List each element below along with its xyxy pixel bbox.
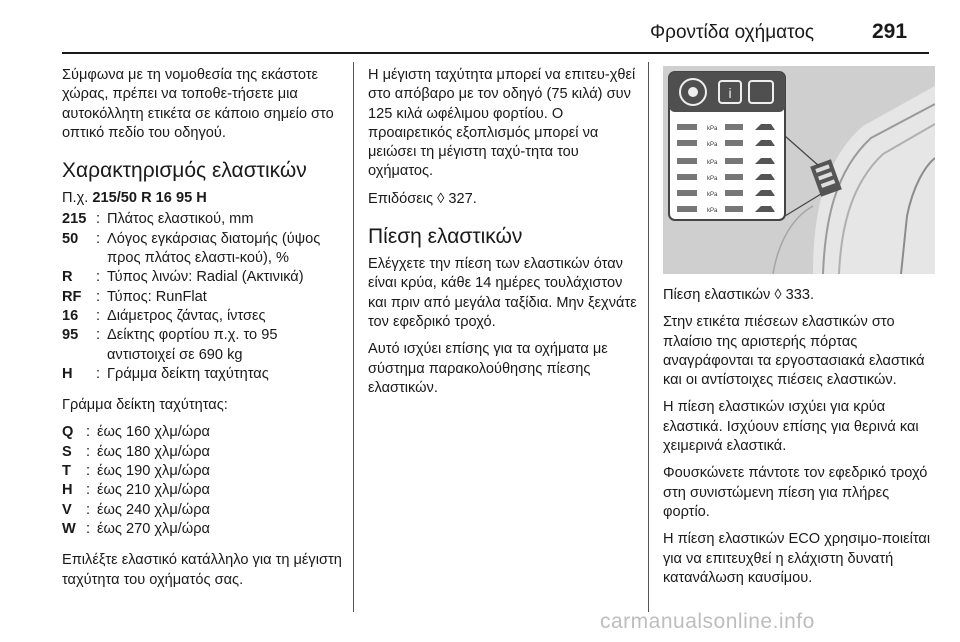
section-heading-tyre-designation: Χαρακτηρισμός ελαστικών (62, 159, 307, 183)
speed-index-row-key: W (62, 520, 76, 537)
tyre-code-row-key: R (62, 269, 73, 286)
page-number: 291 (872, 20, 908, 43)
tyre-code-row-sep: : (96, 288, 101, 305)
speed-index-row (62, 520, 210, 539)
speed-index-row (62, 443, 210, 462)
speed-index-row (62, 423, 210, 442)
tyre-code-row (62, 230, 344, 269)
svg-text:kPa: kPa (707, 192, 718, 198)
tyre-code-row-value: Διάμετρος ζάντας, ίντσες (107, 307, 266, 324)
column-divider-2 (648, 62, 649, 612)
speed-index-row-sep: : (86, 501, 91, 518)
tyre-code-row (62, 365, 344, 384)
tyre-code-row (62, 288, 344, 307)
example-code: 215/50 R 16 95 H (92, 190, 207, 207)
monitoring-paragraph: Αυτό ισχύει επίσης για τα οχήματα με σύστημα παρακολούθησης πίεσης ελαστικών. (368, 341, 608, 396)
tyre-code-row-value: Πλάτος ελαστικού, mm (107, 211, 254, 228)
tyre-code-row (62, 210, 344, 229)
tyre-code-row-key: H (62, 365, 73, 382)
section-heading-tyre-pressure: Πίεση ελαστικών (368, 225, 523, 249)
svg-text:kPa: kPa (707, 160, 718, 166)
speed-index-row (62, 501, 210, 520)
tyre-code-row-value: Τύπος: RunFlat (107, 288, 207, 305)
magnified-pressure-label (669, 72, 785, 220)
header-rule (62, 52, 929, 54)
tyre-code-row-sep: : (96, 365, 101, 382)
speed-index-row (62, 481, 210, 500)
tyre-code-row-value: Τύπος λινών: Radial (Ακτινικά) (107, 269, 304, 286)
cold-tyre-paragraph: Η πίεση ελαστικών ισχύει για κρύα ελαστικά. Ισχύουν επίσης για θερινά και χειμερινά ελαστικά. (663, 399, 919, 455)
tyre-code-row-key: 16 (62, 307, 79, 324)
speed-index-intro: Γράμμα δείκτη ταχύτητας: (62, 397, 228, 414)
column-1 (62, 66, 344, 598)
tyre-code-row-value: Γράμμα δείκτη ταχύτητας (107, 365, 269, 382)
spare-wheel-paragraph: Φουσκώνετε πάντοτε τον εφεδρικό τροχό στη συνιστώμενη πίεση για πλήρες φορτίο. (663, 465, 928, 520)
speed-index-row-value: έως 210 χλμ/ώρα (97, 482, 210, 499)
tyre-pressure-reference[interactable]: Πίεση ελαστικών ◊ 333. (663, 287, 815, 303)
column-2 (368, 66, 638, 406)
svg-text:kPa: kPa (707, 176, 718, 182)
speed-index-row-key: V (62, 501, 72, 518)
tyre-code-row-key: 95 (62, 327, 79, 344)
speed-index-row-key: T (62, 463, 71, 480)
tyre-code-table (62, 210, 344, 384)
performance-reference[interactable]: Επιδόσεις ◊ 327. (368, 190, 477, 207)
kpa-label-1: kPa (707, 126, 718, 132)
closing-paragraph: Επιλέξτε ελαστικό κατάλληλο για τη μέγιστη ταχύτητα του οχήματός σας. (62, 552, 342, 588)
speed-index-row-key: H (62, 482, 73, 499)
speed-index-row-sep: : (86, 424, 91, 441)
speed-index-row-sep: : (86, 443, 91, 460)
tyre-code-row-value: Λόγος εγκάρσιας διατομής (ύψος προς πλάτος ελαστι‐κού), % (107, 230, 321, 267)
speed-index-row-value: έως 240 χλμ/ώρα (97, 501, 210, 518)
tyre-code-row (62, 326, 344, 365)
speed-index-row-sep: : (86, 520, 91, 537)
svg-text:kPa: kPa (707, 142, 718, 148)
tyre-code-row-sep: : (96, 230, 101, 247)
example-prefix: Π.χ. (62, 190, 89, 207)
speed-index-row-value: έως 160 χλμ/ώρα (97, 424, 210, 441)
intro-paragraph: Σύμφωνα με τη νομοθεσία της εκάστοτε χώρας, πρέπει να τοποθε‐τήσετε μια αυτοκόλλητη ετικέτα σε κάποιο σημείο στο οπτικό πεδίο του οδηγού. (62, 67, 334, 141)
page-header-title: Φροντίδα οχήματος (650, 22, 815, 43)
tyre-code-row-sep: : (96, 307, 101, 324)
tyre-code-row-sep: : (96, 269, 101, 286)
speed-index-row-sep: : (86, 482, 91, 499)
tyre-code-row-key: 215 (62, 211, 87, 228)
eco-pressure-paragraph: Η πίεση ελαστικών ECO χρησιμο‐ποιείται για να επιτευχθεί η ελάχιστη δυνατή κατανάλωση καυσίμου. (663, 531, 931, 586)
max-speed-paragraph: Η μέγιστη ταχύτητα μπορεί να επιτευ‐χθεί στο απόβαρο με τον οδηγό (75 κιλά) συν 125 κιλά ωφέλιμου φορτίου. Ο προαιρετικός εξοπλισμός μπορεί να μειώσει τη μέγιστη ταχύ‐τητα του οχήματος. (368, 67, 636, 180)
speed-index-row-value: έως 270 χλμ/ώρα (97, 520, 210, 537)
label-location-paragraph: Στην ετικέτα πιέσεων ελαστικών στο πλαίσιο της αριστερής πόρτας αναγράφονται τα εργοστασιακά ελαστικά και οι αντίστοιχες πιέσεις ελαστικών. (663, 314, 925, 389)
svg-text:i: i (728, 85, 732, 101)
tyre-code-row-key: 50 (62, 230, 79, 247)
tyre-code-row-value: Δείκτης φορτίου π.χ. το 95 αντιστοιχεί σε 690 kg (107, 327, 278, 363)
speed-index-row-sep: : (86, 463, 91, 480)
svg-text:kPa: kPa (707, 208, 718, 214)
speed-index-row-value: έως 180 χλμ/ώρα (97, 443, 210, 460)
tyre-code-row-sep: : (96, 327, 101, 344)
speed-index-table (62, 423, 210, 539)
watermark-text: carmanualsonline.info (600, 610, 815, 633)
tyre-code-row (62, 307, 344, 326)
tyre-pressure-label-illustration (663, 66, 935, 274)
speed-index-row (62, 462, 210, 481)
column-3 (663, 66, 935, 596)
speed-index-row-key: S (62, 443, 72, 460)
example-line (62, 189, 344, 208)
speed-index-row-key: Q (62, 424, 74, 441)
pressure-check-paragraph: Ελέγχετε την πίεση των ελαστικών όταν είναι κρύα, κάθε 14 ημέρες τουλάχιστον και πριν από μεγάλα ταξίδια. Μην ξεχνάτε τον εφεδρικό τροχό. (368, 256, 637, 330)
tyre-code-row (62, 268, 344, 287)
tyre-code-row-key: RF (62, 288, 82, 305)
column-divider-1 (353, 62, 354, 612)
tyre-code-row-sep: : (96, 211, 101, 228)
speed-index-row-value: έως 190 χλμ/ώρα (97, 463, 210, 480)
